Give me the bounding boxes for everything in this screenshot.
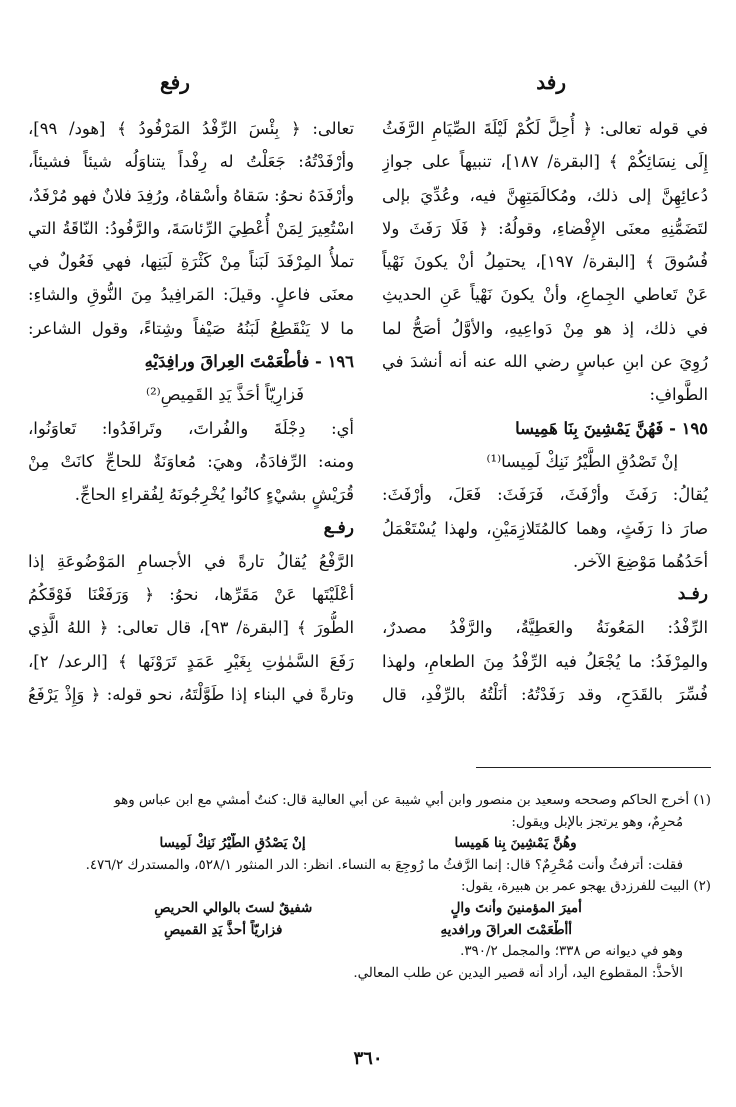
hemistich: أأطْعَمْتَ العراقَ ورافديهِ	[440, 921, 572, 938]
text-line: في ذلك، إذ هو مِنْ دَواعِيهِ، والأوَّلُ أصَحُّ لما	[382, 318, 708, 338]
text-line: فُسِّرَ بالقَدَحِ، وقد رَفَدْتُهُ: أنَلْتُهُ بالرِّفْدِ، قال	[382, 685, 708, 705]
text-line: قُرَيْشٍ بشيْءٍ كانُوا يُخْرِجُونَهُ لِفُقراءِ الحاجِّ.	[74, 485, 354, 505]
hemistich: شفيقٌ لستَ بالوالي الحريصِ	[154, 899, 313, 916]
hemistich: أميرَ المؤمنينَ وأنتَ والٍ	[450, 899, 582, 916]
hemistich: فزاريّاً أحذَّ يَدِ القميصِ	[164, 921, 283, 938]
left-column	[28, 112, 354, 711]
text-line: ما لا يَنْقَطِعُ لَبَنُهُ صَيْفاً وشِتاءً، وقول الشاعر:	[28, 318, 354, 338]
text-line: اسْتُعِيرَ لِمَنْ أُعْطِيَ الرِّئاسَةَ، والرَّفُودُ: النّاقَةُ التي	[28, 218, 354, 238]
footnote-line: مُحرِمٌ، وهو يرتجز بالإبل ويقول:	[511, 814, 683, 830]
text-line: أعْلَيْتَها عَنْ مَقَرِّها، نحوُ: ﴿ وَرَفَعْنَا فَوْقَكُمُ	[28, 585, 354, 605]
footnote-poem	[25, 833, 711, 855]
text-line: وأرْفَدْتُهُ: جَعَلْتُ له رِفْداً يتناوَلُه شيئاً فشيئاً،	[28, 152, 354, 172]
text-line: فُسُوقَ ﴾ [البقرة/ ١٩٧]، يحتمِلُ أنْ يكونَ نَهْياً	[382, 252, 708, 272]
footnote-poem	[25, 920, 711, 942]
text-line: وأرْفَدَهُ نحوُ: سَقاهُ وأسْقاهُ، ورُفِدَ فلانٌ فهو مُرْفَدٌ،	[28, 185, 354, 205]
footnote-line: (١) أخرج الحاكم وصححه وسعيد بن منصور وابن أبي شيبة عن أبي العالية قال: كنتُ أمشي مع ابن عباس وهو	[114, 793, 711, 808]
text-line: إِلَى نِسَائِكُمْ ﴾ [البقرة/ ١٨٧]، تنبيهاً على جوازِ	[382, 152, 708, 172]
text-line: تملأُ المِرْفَدَ لَبَناً مِنْ كَثْرَةِ لَبَنِها، فهي فَعُولٌ في	[28, 252, 354, 272]
entry-heading: رفـد	[677, 584, 708, 605]
footnote-line: الأحذُّ: المقطوع اليد، أراد أنه قصير اليدين عن طلب المعالي.	[353, 965, 683, 981]
text-line: الرِّفْدُ: المَعُونَةُ والعَطِيَّةُ، والرَّفْدُ مصدرٌ،	[382, 618, 708, 638]
verse-line: ١٩٦ - فأطْعَمْتَ العِراقَ ورافِدَيْهِ	[144, 352, 354, 372]
text-line: الطُّورَ ﴾ [البقرة/ ٩٣]، قال تعالى: ﴿ اللهُ الَّذِي	[28, 618, 354, 638]
text-line: رُوِيَ عن ابنِ عباسٍ رضي الله عنه أنه أنشدَ في	[382, 352, 708, 372]
footnote-separator	[476, 767, 711, 768]
text-line: لتَضَمُّنِهِ معنَى الإِفْضاءِ، وقولُهُ: ﴿ فَلَا رَفَثَ ولا	[382, 218, 708, 238]
hemistich: إنْ يَصْدُقِ الطَّيْرُ نَنِكْ لَمِيسا	[159, 835, 306, 852]
text-line: صارَ ذا رَفَثٍ، وهما كالمُتَلازِمَيْنِ، ولهذا يُسْتَعْمَلُ	[382, 518, 708, 538]
text-line: الطَّوافِ:	[649, 385, 708, 405]
right-column	[382, 112, 708, 711]
footnote-line: وهو في ديوانه ص ٣٣٨؛ والمجمل ٣٩٠/٢.	[460, 944, 683, 960]
running-head-left: رفع	[160, 70, 190, 94]
text-line: أحَدُهُما مَوْضِعَ الآخر.	[573, 551, 708, 571]
footnotes	[25, 790, 711, 984]
text-line: ومنه: الرِّفادَةُ، وهيَ: مُعاوَنَةٌ للحاجِّ كانَتْ مِنْ	[28, 451, 354, 471]
text-line: أي: دِجْلَةَ والفُراتَ، وتَرافَدُوا: تَعاوَنُوا،	[28, 418, 354, 438]
text-line: عَنْ تَعاطي الجِماعِ، وأنْ يكونَ نَهْياً عَنِ الحديثِ	[382, 285, 708, 305]
verse-line: إنْ تَصْدُقِ الطَّيْرُ نَنِكْ لَمِيسا⁽¹⁾	[486, 451, 678, 471]
entry-heading: رفـع	[323, 517, 354, 538]
text-line: وتارةً في البناء إذا طَوَّلْتَهُ، نحو قوله: ﴿ وَإِذْ يَرْفَعُ	[28, 685, 354, 705]
verse-line: ١٩٥ - فَهُنَّ يَمْشِينَ بِنَا هَمِيسا	[515, 418, 708, 438]
page-number: ٣٦٠	[353, 1048, 383, 1069]
verse-line: فَزارِيّاً أحَذَّ يَدِ القَمِيصِ⁽²⁾	[146, 385, 304, 405]
hemistich: وهُنَّ يَمْشِينَ بِنا هَمِيسا	[454, 835, 577, 852]
footnote-poem	[25, 898, 711, 920]
text-line: والمِرْفَدُ: ما يُجْعَلُ فيه الرِّفْدُ مِنَ الطعامِ، ولهذا	[382, 651, 708, 671]
running-head-right: رفد	[536, 70, 566, 94]
text-line: في قوله تعالى: ﴿ أُحِلَّ لَكُمْ لَيْلَةَ الصِّيَامِ الرَّفَثُ	[382, 119, 708, 138]
text-line: تعالى: ﴿ بِئْسَ الرِّفْدُ المَرْفُودُ ﴾ [هود/ ٩٩]،	[28, 119, 354, 138]
text-line: دُعائِهِنَّ إلى ذلك، ومُكالَمَتِهِنَّ فيه، وعُدِّيَ بإلى	[382, 185, 708, 205]
footnote-line: (٢) البيت للفرزدق يهجو عمر بن هبيرة، يقول:	[460, 879, 711, 895]
text-line: يُقالُ: رَفَثَ وأرْفَثَ، فَرَفَثَ: فَعَلَ، وأرْفَثَ:	[382, 485, 708, 505]
text-line: الرَّفْعُ يُقالُ تارةً في الأجسامِ المَوْضُوعَةِ إذا	[28, 551, 354, 571]
footnote-line: فقلت: أترفثُ وأنت مُحْرِمٌ؟ قال: إنما الرَّفثُ ما رُوجِعَ به النساء. انظر: الدر المنثور ٥٢٨/١، والمستدرك ٤٧٦/٢.	[85, 857, 683, 873]
text-line: معنَى فاعلٍ. وقيلَ: المَرافِيدُ مِنَ النُّوقِ والشاءِ:	[28, 285, 354, 305]
text-line: رَفَعَ السَّمٰوٰتِ بِغَيْرِ عَمَدٍ تَرَوْنَها ﴾ [الرعد/ ٢]،	[28, 651, 354, 671]
